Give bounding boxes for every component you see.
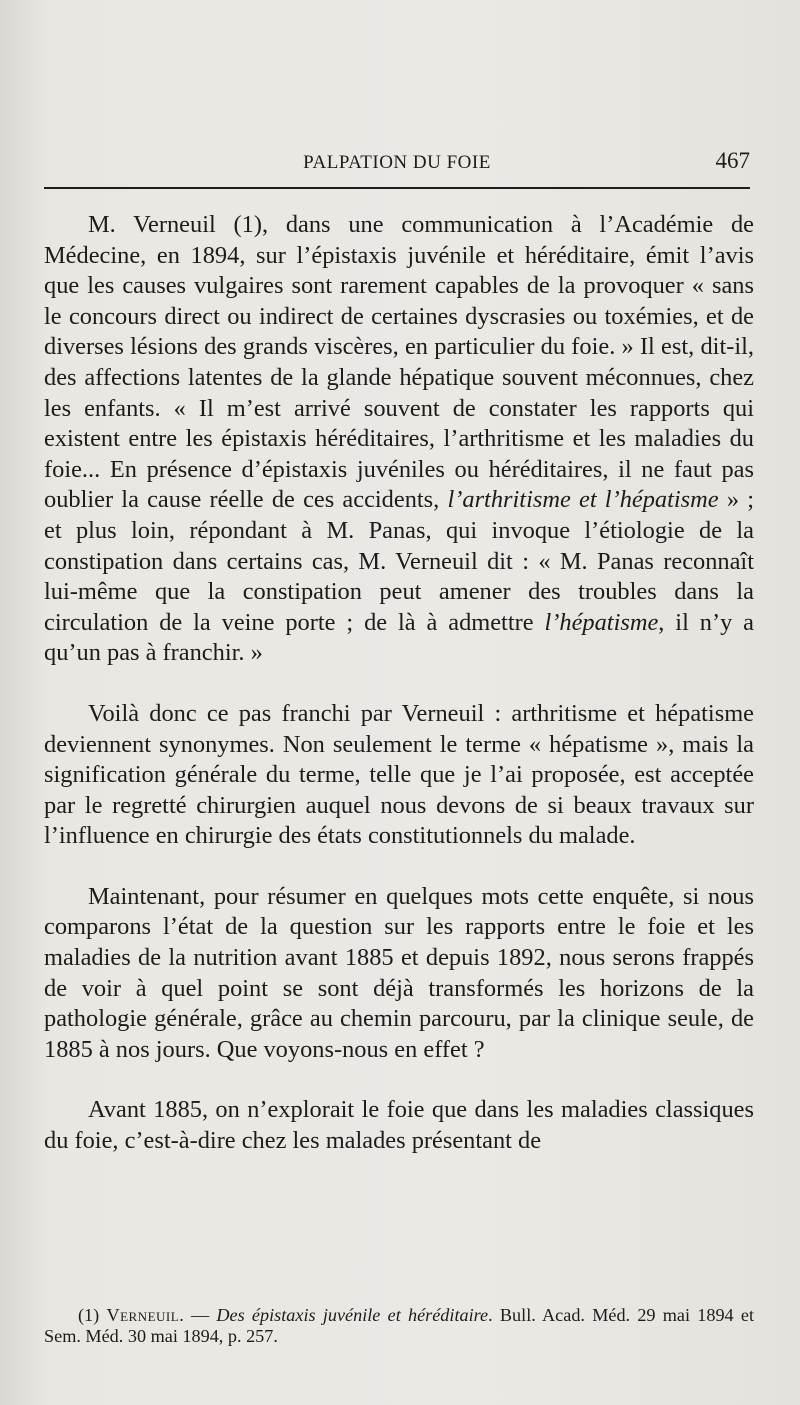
paragraph (44, 882, 754, 1066)
text-run: Voilà donc ce pas franchi par Verneuil : arthritisme et hépatisme deviennent synonymes. Non seulement le terme « hépatisme », mais la signification générale du terme, telle que je l’ai proposée, est acceptée par le regretté chirurgien auquel nous devons de si beaux travaux sur l’influence en chirurgie des états constitutionnels du malade. (44, 699, 754, 850)
paragraph (44, 699, 754, 852)
running-title: PALPATION DU FOIE (303, 152, 491, 173)
footnote-dash: . — (179, 1305, 217, 1325)
text-run: , il n’y a qu’un pas à franchir. » (44, 608, 754, 667)
footnote-title: Des épistaxis juvénile et héréditaire (216, 1305, 489, 1325)
footnote-rest: . Bull. Acad. Méd. 29 mai 1894 et Sem. Méd. 30 mai 1894, p. 257. (44, 1305, 755, 1346)
header-rule (44, 187, 750, 189)
footnote-author: Verneuil (106, 1305, 180, 1325)
text-run: » ; et plus loin, répondant à M. Panas, qui invoque l’étiologie de la constipation dans certains cas, M. Verneuil dit : « M. Panas reconnaît lui-même que la constipation peut amener des troubles dans la circulation de la veine porte ; de là à admettre (44, 486, 754, 636)
text-run: Avant 1885, on n’explorait le foie que dans les maladies classiques du foie, c’est-à-dire chez les malades présentant de (44, 1096, 754, 1155)
paragraph (44, 210, 754, 669)
body-text (44, 210, 754, 1157)
italic-text: l’hépatisme (544, 608, 659, 636)
paragraph (44, 1095, 754, 1156)
page-header (44, 148, 750, 188)
footnotes (44, 1305, 754, 1347)
footnote (44, 1305, 754, 1347)
italic-text: l’arthritisme et l’hépatisme (447, 486, 719, 514)
footnote-marker: (1) (78, 1305, 107, 1325)
page-number: 467 (715, 148, 750, 173)
text-run: Maintenant, pour résumer en quelques mots cette enquête, si nous comparons l’état de la question sur les rapports entre le foie et les maladies de la nutrition avant 1885 et depuis 1892, nous serons frappés de voir à quel point se sont déjà transformés les horizons de la pathologie générale, grâce au chemin parcouru, par la clinique seule, de 1885 à nos jours. Que voyons-nous en effet ? (44, 882, 754, 1063)
text-run: M. Verneuil (1), dans une communication à l’Académie de Médecine, en 1894, sur l’épistaxis juvénile et héréditaire, émit l’avis que les causes vulgaires sont rarement capables de la provoquer « sans le concours direct ou indirect de certaines dyscrasies ou toxémies, et de diverses lésions des grands viscères, en particulier du foie. » Il est, dit-il, des affections latentes de la glande hépatique souvent méconnues, chez les enfants. « Il m’est arrivé souvent de constater les rapports qui existent entre les épistaxis héréditaires, l’arthritisme et les maladies du foie... En présence d’épistaxis juvéniles ou héréditaires, il ne faut pas oublier la cause réelle de ces accidents, (44, 211, 754, 514)
